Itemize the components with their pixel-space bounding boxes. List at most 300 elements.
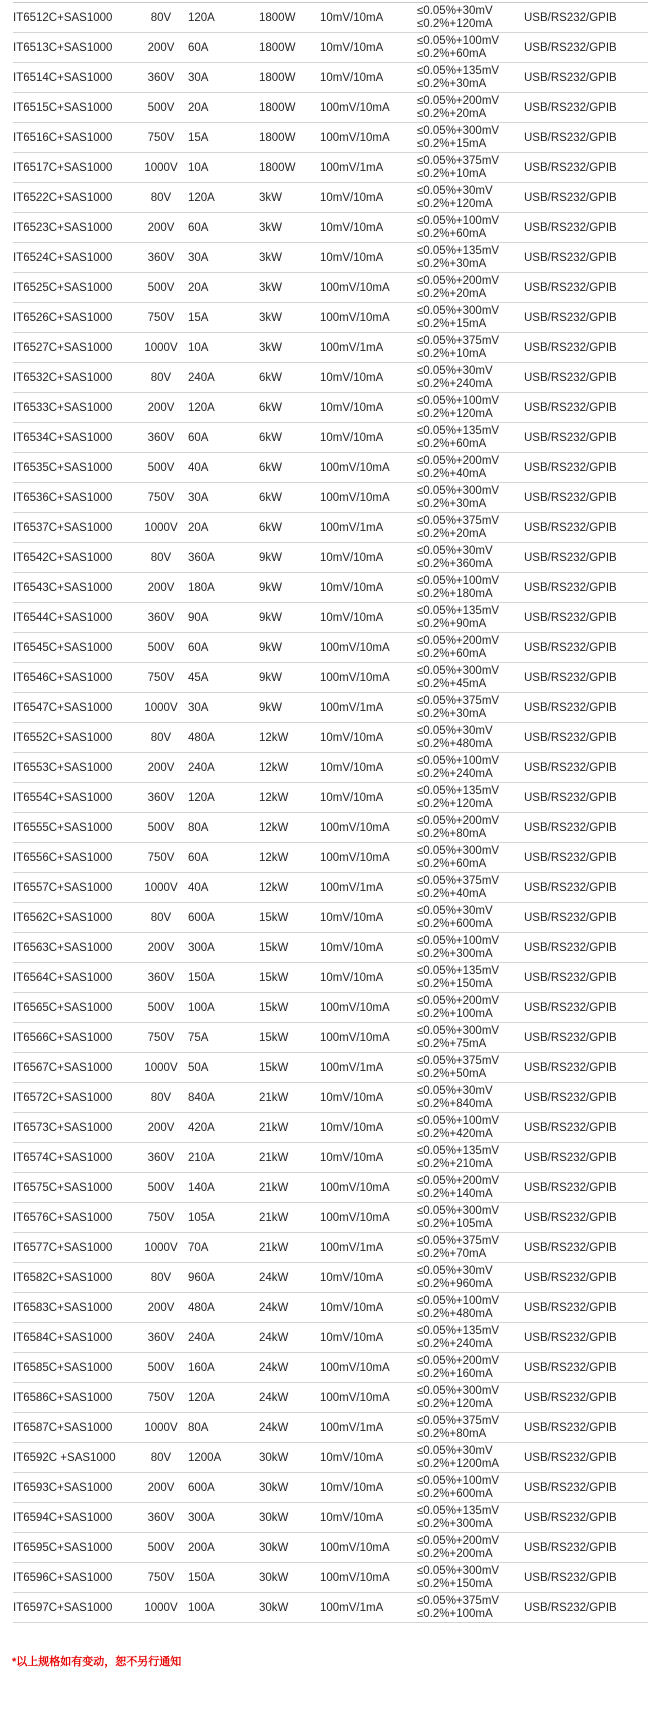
interface-cell: USB/RS232/GPIB xyxy=(524,333,648,363)
accuracy-line: ≤0.05%+375mV xyxy=(417,334,500,347)
model-cell: IT6564C+SAS1000 xyxy=(13,963,134,993)
power-cell: 9kW xyxy=(259,543,320,573)
accuracy-cell xyxy=(417,693,524,723)
power-cell: 24kW xyxy=(259,1323,320,1353)
accuracy-line: ≤0.05%+300mV xyxy=(417,664,500,677)
interface-cell: USB/RS232/GPIB xyxy=(524,1443,648,1473)
table-row xyxy=(13,933,648,963)
accuracy-line: ≤0.2%+240mA xyxy=(417,377,493,390)
footnote-disclaimer: *以上规格如有变动，恕不另行通知 xyxy=(12,1656,182,1668)
table-row xyxy=(13,33,648,63)
accuracy-line: ≤0.2%+105mA xyxy=(417,1217,493,1230)
accuracy-line: ≤0.05%+300mV xyxy=(417,844,500,857)
accuracy-cell xyxy=(417,183,524,213)
model-cell: IT6532C+SAS1000 xyxy=(13,363,134,393)
accuracy-line: ≤0.05%+30mV xyxy=(417,4,493,17)
accuracy-cell xyxy=(417,63,524,93)
current-cell: 60A xyxy=(188,633,259,663)
resolution-cell: 100mV/10mA xyxy=(320,1023,417,1053)
accuracy-cell xyxy=(417,3,524,33)
accuracy-line: ≤0.05%+135mV xyxy=(417,244,500,257)
power-cell: 21kW xyxy=(259,1113,320,1143)
resolution-cell: 100mV/10mA xyxy=(320,1173,417,1203)
accuracy-line: ≤0.2%+240mA xyxy=(417,1337,493,1350)
accuracy-cell xyxy=(417,333,524,363)
accuracy-line: ≤0.05%+100mV xyxy=(417,934,500,947)
accuracy-line: ≤0.2%+75mA xyxy=(417,1037,487,1050)
accuracy-cell xyxy=(417,1473,524,1503)
accuracy-line: ≤0.2%+210mA xyxy=(417,1157,493,1170)
table-row xyxy=(13,453,648,483)
current-cell: 120A xyxy=(188,1383,259,1413)
resolution-cell: 100mV/1mA xyxy=(320,1593,417,1623)
accuracy-cell xyxy=(417,1143,524,1173)
voltage-cell: 1000V xyxy=(134,333,188,363)
model-cell: IT6535C+SAS1000 xyxy=(13,453,134,483)
model-cell: IT6547C+SAS1000 xyxy=(13,693,134,723)
current-cell: 45A xyxy=(188,663,259,693)
accuracy-line: ≤0.2%+960mA xyxy=(417,1277,493,1290)
table-row xyxy=(13,1323,648,1353)
current-cell: 120A xyxy=(188,393,259,423)
interface-cell: USB/RS232/GPIB xyxy=(524,933,648,963)
voltage-cell: 500V xyxy=(134,993,188,1023)
model-cell: IT6542C+SAS1000 xyxy=(13,543,134,573)
voltage-cell: 80V xyxy=(134,1263,188,1293)
table-row xyxy=(13,1083,648,1113)
accuracy-line: ≤0.05%+135mV xyxy=(417,424,500,437)
table-row xyxy=(13,843,648,873)
accuracy-cell xyxy=(417,1173,524,1203)
model-cell: IT6567C+SAS1000 xyxy=(13,1053,134,1083)
power-cell: 9kW xyxy=(259,603,320,633)
accuracy-line: ≤0.05%+30mV xyxy=(417,904,493,917)
accuracy-line: ≤0.2%+120mA xyxy=(417,197,493,210)
interface-cell: USB/RS232/GPIB xyxy=(524,393,648,423)
voltage-cell: 750V xyxy=(134,1383,188,1413)
accuracy-line: ≤0.2%+60mA xyxy=(417,437,487,450)
table-row xyxy=(13,1203,648,1233)
accuracy-line: ≤0.2%+60mA xyxy=(417,647,487,660)
power-cell: 1800W xyxy=(259,63,320,93)
accuracy-cell xyxy=(417,633,524,663)
model-cell: IT6514C+SAS1000 xyxy=(13,63,134,93)
table-row xyxy=(13,1173,648,1203)
voltage-cell: 500V xyxy=(134,633,188,663)
accuracy-cell xyxy=(417,1113,524,1143)
accuracy-line: ≤0.05%+375mV xyxy=(417,694,500,707)
current-cell: 60A xyxy=(188,213,259,243)
voltage-cell: 200V xyxy=(134,1293,188,1323)
interface-cell: USB/RS232/GPIB xyxy=(524,3,648,33)
table-row xyxy=(13,153,648,183)
accuracy-cell xyxy=(417,1383,524,1413)
voltage-cell: 500V xyxy=(134,1173,188,1203)
current-cell: 60A xyxy=(188,423,259,453)
interface-cell: USB/RS232/GPIB xyxy=(524,93,648,123)
power-cell: 15kW xyxy=(259,963,320,993)
model-cell: IT6552C+SAS1000 xyxy=(13,723,134,753)
voltage-cell: 1000V xyxy=(134,693,188,723)
power-cell: 3kW xyxy=(259,243,320,273)
voltage-cell: 360V xyxy=(134,423,188,453)
current-cell: 240A xyxy=(188,753,259,783)
interface-cell: USB/RS232/GPIB xyxy=(524,663,648,693)
accuracy-line: ≤0.2%+840mA xyxy=(417,1097,493,1110)
model-cell: IT6515C+SAS1000 xyxy=(13,93,134,123)
accuracy-cell xyxy=(417,723,524,753)
interface-cell: USB/RS232/GPIB xyxy=(524,303,648,333)
table-row xyxy=(13,303,648,333)
power-cell: 15kW xyxy=(259,1053,320,1083)
accuracy-line: ≤0.05%+100mV xyxy=(417,214,500,227)
voltage-cell: 360V xyxy=(134,783,188,813)
resolution-cell: 100mV/1mA xyxy=(320,1233,417,1263)
power-cell: 30kW xyxy=(259,1473,320,1503)
voltage-cell: 750V xyxy=(134,1563,188,1593)
power-cell: 6kW xyxy=(259,453,320,483)
table-row xyxy=(13,1023,648,1053)
resolution-cell: 10mV/10mA xyxy=(320,183,417,213)
model-cell: IT6522C+SAS1000 xyxy=(13,183,134,213)
current-cell: 40A xyxy=(188,873,259,903)
current-cell: 20A xyxy=(188,273,259,303)
accuracy-line: ≤0.2%+480mA xyxy=(417,1307,493,1320)
accuracy-cell xyxy=(417,213,524,243)
table-row xyxy=(13,393,648,423)
accuracy-line: ≤0.2%+15mA xyxy=(417,317,487,330)
table-row xyxy=(13,423,648,453)
power-cell: 1800W xyxy=(259,153,320,183)
model-cell: IT6573C+SAS1000 xyxy=(13,1113,134,1143)
current-cell: 240A xyxy=(188,363,259,393)
accuracy-line: ≤0.05%+200mV xyxy=(417,1354,500,1367)
accuracy-line: ≤0.05%+300mV xyxy=(417,1024,500,1037)
table-row xyxy=(13,1533,648,1563)
interface-cell: USB/RS232/GPIB xyxy=(524,183,648,213)
current-cell: 420A xyxy=(188,1113,259,1143)
model-cell: IT6584C+SAS1000 xyxy=(13,1323,134,1353)
table-row xyxy=(13,1383,648,1413)
current-cell: 15A xyxy=(188,123,259,153)
interface-cell: USB/RS232/GPIB xyxy=(524,1173,648,1203)
voltage-cell: 200V xyxy=(134,1473,188,1503)
model-cell: IT6575C+SAS1000 xyxy=(13,1173,134,1203)
accuracy-line: ≤0.05%+30mV xyxy=(417,1264,493,1277)
model-cell: IT6557C+SAS1000 xyxy=(13,873,134,903)
accuracy-line: ≤0.05%+135mV xyxy=(417,1504,500,1517)
accuracy-line: ≤0.05%+300mV xyxy=(417,1204,500,1217)
accuracy-line: ≤0.2%+80mA xyxy=(417,1427,487,1440)
resolution-cell: 100mV/10mA xyxy=(320,663,417,693)
accuracy-line: ≤0.2%+100mA xyxy=(417,1607,493,1620)
current-cell: 480A xyxy=(188,1293,259,1323)
current-cell: 15A xyxy=(188,303,259,333)
table-row xyxy=(13,1593,648,1623)
power-cell: 15kW xyxy=(259,993,320,1023)
interface-cell: USB/RS232/GPIB xyxy=(524,213,648,243)
accuracy-line: ≤0.2%+15mA xyxy=(417,137,487,150)
accuracy-line: ≤0.2%+600mA xyxy=(417,1487,493,1500)
voltage-cell: 200V xyxy=(134,213,188,243)
accuracy-line: ≤0.2%+10mA xyxy=(417,347,487,360)
accuracy-line: ≤0.05%+30mV xyxy=(417,544,493,557)
resolution-cell: 100mV/10mA xyxy=(320,843,417,873)
voltage-cell: 200V xyxy=(134,753,188,783)
spec-table-grid xyxy=(13,2,648,1623)
current-cell: 30A xyxy=(188,243,259,273)
interface-cell: USB/RS232/GPIB xyxy=(524,513,648,543)
table-row xyxy=(13,513,648,543)
accuracy-cell xyxy=(417,1053,524,1083)
accuracy-cell xyxy=(417,1293,524,1323)
accuracy-line: ≤0.2%+180mA xyxy=(417,587,493,600)
resolution-cell: 100mV/1mA xyxy=(320,513,417,543)
power-cell: 3kW xyxy=(259,183,320,213)
current-cell: 960A xyxy=(188,1263,259,1293)
interface-cell: USB/RS232/GPIB xyxy=(524,603,648,633)
accuracy-cell xyxy=(417,153,524,183)
voltage-cell: 80V xyxy=(134,903,188,933)
accuracy-cell xyxy=(417,1353,524,1383)
voltage-cell: 80V xyxy=(134,363,188,393)
interface-cell: USB/RS232/GPIB xyxy=(524,123,648,153)
resolution-cell: 10mV/10mA xyxy=(320,1143,417,1173)
model-cell: IT6512C+SAS1000 xyxy=(13,3,134,33)
table-row xyxy=(13,993,648,1023)
voltage-cell: 80V xyxy=(134,1443,188,1473)
power-cell: 21kW xyxy=(259,1143,320,1173)
resolution-cell: 10mV/10mA xyxy=(320,753,417,783)
resolution-cell: 100mV/10mA xyxy=(320,93,417,123)
current-cell: 300A xyxy=(188,933,259,963)
voltage-cell: 1000V xyxy=(134,1233,188,1263)
power-cell: 24kW xyxy=(259,1383,320,1413)
model-cell: IT6586C+SAS1000 xyxy=(13,1383,134,1413)
resolution-cell: 10mV/10mA xyxy=(320,1083,417,1113)
accuracy-cell xyxy=(417,1533,524,1563)
model-cell: IT6595C+SAS1000 xyxy=(13,1533,134,1563)
model-cell: IT6534C+SAS1000 xyxy=(13,423,134,453)
interface-cell: USB/RS232/GPIB xyxy=(524,1023,648,1053)
resolution-cell: 10mV/10mA xyxy=(320,573,417,603)
resolution-cell: 100mV/10mA xyxy=(320,303,417,333)
power-cell: 30kW xyxy=(259,1443,320,1473)
current-cell: 40A xyxy=(188,453,259,483)
current-cell: 120A xyxy=(188,3,259,33)
accuracy-line: ≤0.05%+375mV xyxy=(417,1054,500,1067)
current-cell: 70A xyxy=(188,1233,259,1263)
voltage-cell: 200V xyxy=(134,933,188,963)
interface-cell: USB/RS232/GPIB xyxy=(524,453,648,483)
model-cell: IT6546C+SAS1000 xyxy=(13,663,134,693)
voltage-cell: 360V xyxy=(134,603,188,633)
table-row xyxy=(13,63,648,93)
model-cell: IT6562C+SAS1000 xyxy=(13,903,134,933)
model-cell: IT6553C+SAS1000 xyxy=(13,753,134,783)
model-cell: IT6572C+SAS1000 xyxy=(13,1083,134,1113)
resolution-cell: 100mV/10mA xyxy=(320,813,417,843)
interface-cell: USB/RS232/GPIB xyxy=(524,873,648,903)
power-cell: 30kW xyxy=(259,1533,320,1563)
accuracy-cell xyxy=(417,1593,524,1623)
accuracy-line: ≤0.2%+45mA xyxy=(417,677,487,690)
accuracy-line: ≤0.05%+100mV xyxy=(417,1474,500,1487)
accuracy-cell xyxy=(417,243,524,273)
accuracy-cell xyxy=(417,663,524,693)
voltage-cell: 200V xyxy=(134,1113,188,1143)
resolution-cell: 10mV/10mA xyxy=(320,3,417,33)
resolution-cell: 100mV/10mA xyxy=(320,993,417,1023)
accuracy-cell xyxy=(417,963,524,993)
table-row xyxy=(13,1413,648,1443)
accuracy-line: ≤0.05%+30mV xyxy=(417,724,493,737)
interface-cell: USB/RS232/GPIB xyxy=(524,1323,648,1353)
table-row xyxy=(13,213,648,243)
power-cell: 24kW xyxy=(259,1293,320,1323)
table-row xyxy=(13,123,648,153)
accuracy-cell xyxy=(417,1203,524,1233)
accuracy-line: ≤0.05%+300mV xyxy=(417,484,500,497)
resolution-cell: 100mV/10mA xyxy=(320,1383,417,1413)
interface-cell: USB/RS232/GPIB xyxy=(524,33,648,63)
voltage-cell: 500V xyxy=(134,1533,188,1563)
power-cell: 24kW xyxy=(259,1413,320,1443)
voltage-cell: 360V xyxy=(134,963,188,993)
table-row xyxy=(13,1113,648,1143)
spec-table-body xyxy=(13,3,648,1623)
voltage-cell: 360V xyxy=(134,1323,188,1353)
table-row xyxy=(13,363,648,393)
accuracy-line: ≤0.2%+200mA xyxy=(417,1547,493,1560)
resolution-cell: 10mV/10mA xyxy=(320,213,417,243)
resolution-cell: 100mV/10mA xyxy=(320,123,417,153)
accuracy-cell xyxy=(417,1023,524,1053)
accuracy-cell xyxy=(417,753,524,783)
accuracy-line: ≤0.05%+30mV xyxy=(417,364,493,377)
resolution-cell: 100mV/1mA xyxy=(320,333,417,363)
interface-cell: USB/RS232/GPIB xyxy=(524,243,648,273)
current-cell: 80A xyxy=(188,813,259,843)
voltage-cell: 200V xyxy=(134,33,188,63)
accuracy-line: ≤0.05%+100mV xyxy=(417,574,500,587)
accuracy-line: ≤0.05%+200mV xyxy=(417,634,500,647)
power-cell: 3kW xyxy=(259,273,320,303)
table-row xyxy=(13,1353,648,1383)
accuracy-line: ≤0.05%+200mV xyxy=(417,994,500,1007)
model-cell: IT6577C+SAS1000 xyxy=(13,1233,134,1263)
accuracy-line: ≤0.05%+200mV xyxy=(417,274,500,287)
accuracy-line: ≤0.2%+30mA xyxy=(417,497,487,510)
table-row xyxy=(13,873,648,903)
model-cell: IT6582C+SAS1000 xyxy=(13,1263,134,1293)
accuracy-cell xyxy=(417,453,524,483)
model-cell: IT6587C+SAS1000 xyxy=(13,1413,134,1443)
model-cell: IT6594C+SAS1000 xyxy=(13,1503,134,1533)
current-cell: 100A xyxy=(188,993,259,1023)
resolution-cell: 10mV/10mA xyxy=(320,63,417,93)
current-cell: 30A xyxy=(188,483,259,513)
model-cell: IT6527C+SAS1000 xyxy=(13,333,134,363)
accuracy-cell xyxy=(417,783,524,813)
current-cell: 60A xyxy=(188,33,259,63)
accuracy-line: ≤0.2%+120mA xyxy=(417,797,493,810)
power-cell: 6kW xyxy=(259,363,320,393)
current-cell: 10A xyxy=(188,333,259,363)
model-cell: IT6533C+SAS1000 xyxy=(13,393,134,423)
accuracy-line: ≤0.2%+20mA xyxy=(417,527,487,540)
current-cell: 20A xyxy=(188,513,259,543)
resolution-cell: 10mV/10mA xyxy=(320,423,417,453)
voltage-cell: 80V xyxy=(134,1083,188,1113)
accuracy-cell xyxy=(417,303,524,333)
interface-cell: USB/RS232/GPIB xyxy=(524,1413,648,1443)
resolution-cell: 10mV/10mA xyxy=(320,933,417,963)
interface-cell: USB/RS232/GPIB xyxy=(524,693,648,723)
table-row xyxy=(13,1563,648,1593)
current-cell: 300A xyxy=(188,1503,259,1533)
accuracy-line: ≤0.05%+300mV xyxy=(417,124,500,137)
voltage-cell: 750V xyxy=(134,1023,188,1053)
voltage-cell: 200V xyxy=(134,573,188,603)
accuracy-line: ≤0.05%+200mV xyxy=(417,94,500,107)
current-cell: 105A xyxy=(188,1203,259,1233)
accuracy-cell xyxy=(417,1443,524,1473)
accuracy-cell xyxy=(417,1083,524,1113)
current-cell: 50A xyxy=(188,1053,259,1083)
interface-cell: USB/RS232/GPIB xyxy=(524,543,648,573)
power-cell: 12kW xyxy=(259,723,320,753)
accuracy-cell xyxy=(417,573,524,603)
interface-cell: USB/RS232/GPIB xyxy=(524,813,648,843)
interface-cell: USB/RS232/GPIB xyxy=(524,1383,648,1413)
accuracy-line: ≤0.2%+40mA xyxy=(417,467,487,480)
current-cell: 1200A xyxy=(188,1443,259,1473)
accuracy-line: ≤0.2%+150mA xyxy=(417,1577,493,1590)
table-row xyxy=(13,1143,648,1173)
resolution-cell: 10mV/10mA xyxy=(320,543,417,573)
power-cell: 6kW xyxy=(259,393,320,423)
accuracy-cell xyxy=(417,363,524,393)
model-cell: IT6524C+SAS1000 xyxy=(13,243,134,273)
accuracy-line: ≤0.05%+30mV xyxy=(417,1084,493,1097)
resolution-cell: 100mV/10mA xyxy=(320,273,417,303)
accuracy-line: ≤0.2%+80mA xyxy=(417,827,487,840)
model-cell: IT6566C+SAS1000 xyxy=(13,1023,134,1053)
table-row xyxy=(13,483,648,513)
accuracy-cell xyxy=(417,1413,524,1443)
interface-cell: USB/RS232/GPIB xyxy=(524,273,648,303)
current-cell: 90A xyxy=(188,603,259,633)
voltage-cell: 360V xyxy=(134,63,188,93)
table-row xyxy=(13,273,648,303)
accuracy-line: ≤0.2%+30mA xyxy=(417,77,487,90)
accuracy-line: ≤0.2%+300mA xyxy=(417,947,493,960)
current-cell: 120A xyxy=(188,183,259,213)
model-cell: IT6593C+SAS1000 xyxy=(13,1473,134,1503)
power-cell: 6kW xyxy=(259,483,320,513)
table-row xyxy=(13,813,648,843)
power-cell: 1800W xyxy=(259,3,320,33)
interface-cell: USB/RS232/GPIB xyxy=(524,1143,648,1173)
table-row xyxy=(13,903,648,933)
table-row xyxy=(13,1443,648,1473)
accuracy-line: ≤0.2%+300mA xyxy=(417,1517,493,1530)
current-cell: 75A xyxy=(188,1023,259,1053)
accuracy-cell xyxy=(417,1233,524,1263)
table-row xyxy=(13,543,648,573)
accuracy-line: ≤0.2%+1200mA xyxy=(417,1457,500,1470)
